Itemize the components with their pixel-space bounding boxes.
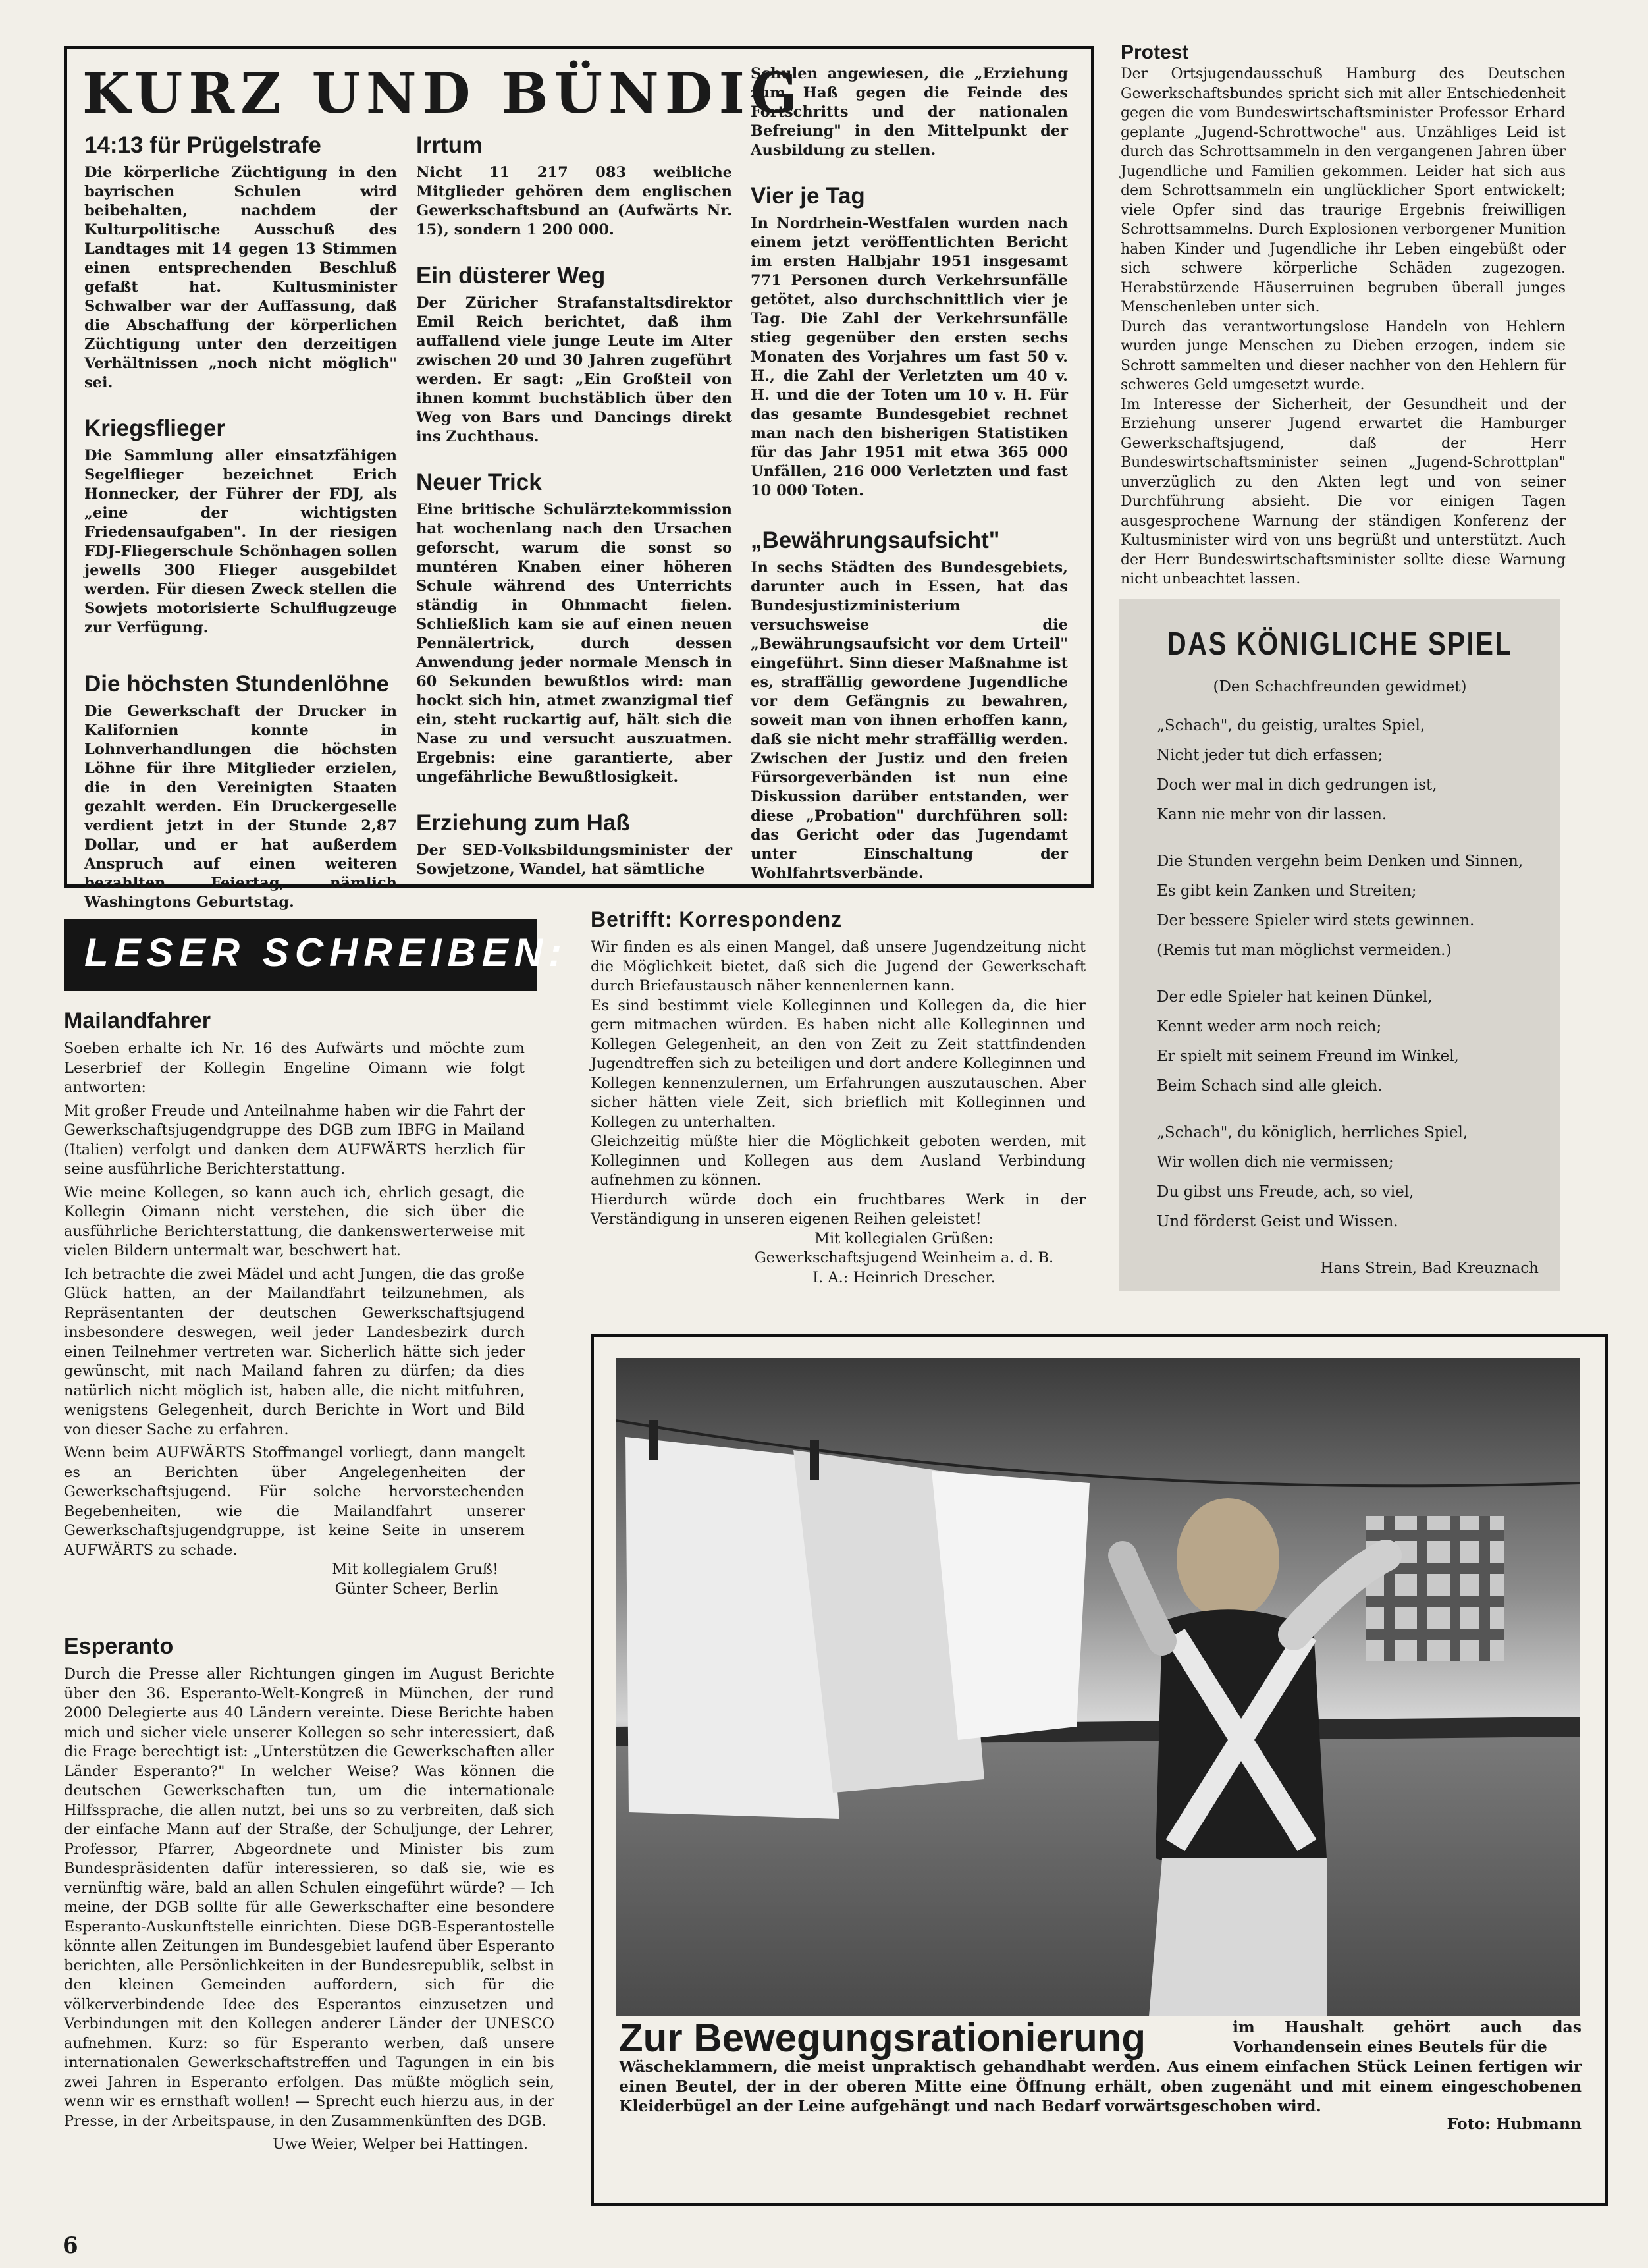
letter-korrespondenz xyxy=(591,906,1086,1287)
article-heading: Irrtum xyxy=(416,132,483,158)
poem-line: Der bessere Spieler wird stets gewinnen. xyxy=(1157,912,1475,929)
chess-poem-subtitle: (Den Schachfreunden gewidmet) xyxy=(1213,678,1467,695)
poem-line: Du gibst uns Freude, ach, so viel, xyxy=(1157,1183,1414,1201)
article-text: In sechs Städten des Bundesgebiets, darunter auch in Essen, hat das Bundesjustizministerium versuchsweise die „Bewährungsaufsicht vor dem Urteil" eingeführt. Sinn dieser Maßnahme ist es, straffällig gewordene Jugendliche vor dem Gefängnis zu bewahren, soweit man von ihnen erhoffen kann, daß sie nicht mehr straffällig werden. Zwischen der Justiz und den freien Fürsorgeverbänden ist nun eine Diskussion darüber entstanden, wer diese „Probation" durchführen soll: das Gericht oder das Jugendamt unter Einschaltung der Wohlfahrtsverbände. xyxy=(751,559,1068,882)
letter-text: Wir finden es als einen Mangel, daß unsere Jugendzeitung nicht die Möglichkeit bietet, daß sich die Jugend der Gewerkschaft durch Briefaustausch näher kennenlernen kann. xyxy=(591,938,1086,994)
article-text: Der Züricher Strafanstaltsdirektor Emil Reich berichtet, daß ihm auffallend viele junge Leute im Alter zwischen 20 und 30 Jahren zugeführt werden. Er sagt: „Ein Großteil von ihnen kommt buchstäblich über den Weg von Bars und Dancings direkt ins Zuchthaus. xyxy=(416,294,732,445)
article-heading: Vier je Tag xyxy=(751,183,865,209)
photo-caption-lead: im Haushalt gehört auch das Vorhandensein eines Beutels für die xyxy=(1233,2018,1582,2056)
letter-text: Wenn beim AUFWÄRTS Stoffmangel vorliegt, dann mangelt es an Berichten über Angelegenheiten der Gewerkschaftsjugend. Für solche hervorstechenden Begebenheiten, wie die Mailandfahrt unserer Gewerkschaftsjugendgruppe, ist keine Seite in unserem AUFWÄRTS zu schade. xyxy=(64,1444,525,1559)
poem-line: Kennt weder arm noch reich; xyxy=(1157,1018,1382,1035)
article-heading: Die höchsten Stundenlöhne xyxy=(84,671,389,697)
article-text: Die Gewerkschaft der Drucker in Kalifornien konnte in Lohnverhandlungen die höchsten Löhne für ihre Mitglieder erzielen, die in den Vereinigten Staaten gezahlt werden. Ein Druckergeselle verdient jetzt in der Stunde 2,87 Dollar, und er hat außerdem Anspruch auf einen weiteren bezahlten Feiertag, nämlich Washingtons Geburtstag. xyxy=(84,703,397,911)
article-heading: „Bewährungsaufsicht" xyxy=(751,527,1000,553)
protest-heading: Protest xyxy=(1121,41,1189,63)
letter-signature: Uwe Weier, Welper bei Hattingen. xyxy=(272,2136,528,2153)
hanging-sheet xyxy=(932,1471,1090,1740)
letter-text: Ich betrachte die zwei Mädel und acht Jungen, die das große Glück hatten, an der Mailandfahrt teilzunehmen, als Repräsentanten der deutschen Gewerkschaftsjugend insbesondere deswegen, weil jeder Landesbezirk durch einen Teilnehmer vertreten war. Sicherlich hätte sich jeder gewünscht, mit nach Mailand fahren zu dürfen; da dies natürlich nicht möglich ist, haben alle, die nicht mitfuhren, wenigstens Gelegenheit, durch Berichte in Wort und Bild von dieser Sache zu erfahren. xyxy=(64,1265,525,1438)
leser-schreiben-title: LESER SCHREIBEN: xyxy=(84,931,568,975)
letter-mailandfahrer xyxy=(64,1008,525,1599)
protest-text: Der Ortsjugendausschuß Hamburg des Deutschen Gewerkschaftsbundes spricht sich mit aller Entschiedenheit gegen die vom Bundeswirtschaftsminister Professor Erhard geplante „Jugend-Schrottwoche" aus. Unzähliges Leid ist durch das Schrottsammeln in den vergangenen Jahren über Jugendliche und Familien gekommen. Leider hat sich aus dem Schrottsammeln ein unglücklicher Sport entwickelt; viele Opfer sind das traurige Ergebnis freiwilligen Schrottsammelns. Durch Explosionen verborgener Munition haben Kinder und Jugendliche ihr Leben eingebüßt oder sich schwere körperliche Schäden zugezogen. Herabstürzende Häuserruinen begruben überall junges Menschenleben unter sich. xyxy=(1121,66,1566,315)
letter-heading: Esperanto xyxy=(64,1634,174,1659)
kub-column-1 xyxy=(84,132,397,912)
poem-line: (Remis tut man möglichst vermeiden.) xyxy=(1157,942,1452,959)
protest-article xyxy=(1121,41,1566,589)
poem-stanza xyxy=(1157,1118,1552,1237)
article-heading: Erziehung zum Haß xyxy=(416,810,630,836)
protest-text: Im Interesse der Sicherheit, der Gesundheit und der Erziehung unserer Jugend erwartet die Hamburger Gewerkschaftsjugend, daß der Herr Bundeswirtschaftsminister seinen „Jugend-Schrottplan" unverzüglich zu den Akten legt und von seiner Durchführung absieht. Die vor einigen Tagen ausgesprochene Warnung der ständigen Konferenz der Kultusminister wird von uns begrüßt und unterstützt. Auch der Herr Bundeswirtschaftsminister sollte diese Warnung nicht unbeachtet lassen. xyxy=(1121,396,1566,587)
laundry-photo xyxy=(616,1358,1580,2016)
article-heading: Neuer Trick xyxy=(416,470,542,495)
poem-line: Kann nie mehr von dir lassen. xyxy=(1157,806,1387,823)
photo-caption-title: Zur Bewegungsrationierung xyxy=(619,2016,1146,2060)
poem-line: Und förderst Geist und Wissen. xyxy=(1157,1213,1398,1230)
poem-line: Beim Schach sind alle gleich. xyxy=(1157,1077,1383,1094)
poem-line: Der edle Spieler hat keinen Dünkel, xyxy=(1157,988,1433,1006)
checked-peg-bag xyxy=(1366,1516,1504,1661)
poem-line: Nicht jeder tut dich erfassen; xyxy=(1157,747,1383,764)
article-heading: Ein düsterer Weg xyxy=(416,263,606,288)
poem-line: Die Stunden vergehn beim Denken und Sinnen, xyxy=(1157,853,1524,870)
article-text: Die Sammlung aller einsatzfähigen Segelflieger bezeichnet Erich Honnecker, der Führer der FDJ, als „eine der wichtigsten Friedensaufgaben". In der riesigen FDJ-Fliegerschule Schönhagen sollen jewells 300 Flieger ausgebildet werden. Für diesen Zweck stellen die Sowjets motorisierte Schulflugzeuge zur Verfügung. xyxy=(84,447,397,636)
photo-credit: Foto: Hubmann xyxy=(1447,2115,1582,2133)
poem-stanza xyxy=(1157,983,1552,1101)
letter-text: Mit großer Freude und Anteilnahme haben wir die Fahrt der Gewerkschaftsjugendgruppe des DGB zum IBFG in Mailand (Italien) verfolgt und danken dem AUFWÄRTS herzlich für seine ausführliche Berichterstattung. xyxy=(64,1102,525,1177)
letter-text: Wie meine Kollegen, so kann auch ich, ehrlich gesagt, die Kollegin Oimann nicht verstehen, die sich über die ausführliche Berichterstattung, die dankenswerterweise mit vielen Bildern untermalt war, beschwert hat. xyxy=(64,1183,525,1259)
chess-poem-body xyxy=(1157,711,1552,1283)
letter-text: Gleichzeitig müßte hier die Möglichkeit geboten werden, mit Kolleginnen und Kollegen aus dem Ausland Verbindung aufnehmen zu können. xyxy=(591,1133,1086,1189)
letter-signature: Gewerkschaftsjugend Weinheim a. d. B. xyxy=(754,1249,1054,1266)
letter-text: Es sind bestimmt viele Kolleginnen und Kollegen da, die hier gern mitmachen würden. Es haben nicht alle Kolleginnen und Kollegen Gelegenheit, an den von Zeit zu Zeit stattfindenden Jugendtreffen sich zu beteiligen und dort andere Kolleginnen und Kollegen kennenzulernen, um Erfahrungen auszutauschen. Aber sicher hätten viele Zeit, sich brieflich mit Kolleginnen und Kollegen zu unterhalten. xyxy=(591,996,1086,1131)
poem-line: Er spielt mit seinem Freund im Winkel, xyxy=(1157,1048,1459,1065)
letter-esperanto xyxy=(64,1633,554,2155)
article-text: In Nordrhein-Westfalen wurden nach einem jetzt veröffentlichten Bericht im ersten Halbjahr 1951 insgesamt 771 Personen durch Verkehrsunfälle getötet, also durchschnittlich vier je Tag. Die Zahl der Verkehrsunfälle stieg gegenüber den ersten sechs Monaten des Vorjahres um fast 50 v. H., die Zahl der Verletzten um 40 v. H. und die der Toten um 10 v. H. Für das gesamte Bundesgebiet rechnet man nach den bisherigen Statistiken für das Jahr 1951 mit etwa 365 000 Unfällen, 216 000 Verletzten und fast 10 000 Toten. xyxy=(751,215,1068,499)
poem-author: Hans Strein, Bad Kreuznach xyxy=(1320,1260,1539,1277)
article-heading: Kriegsflieger xyxy=(84,416,225,441)
article-text: Der SED-Volksbildungsminister der Sowjetzone, Wandel, hat sämtliche xyxy=(416,842,732,878)
clothes-peg xyxy=(810,1440,819,1480)
poem-stanza xyxy=(1157,711,1552,830)
kub-column-3 xyxy=(751,65,1068,883)
poem-line: Doch wer mal in dich gedrungen ist, xyxy=(1157,776,1437,794)
letter-text: Durch die Presse aller Richtungen gingen im August Berichte über den 36. Esperanto-Welt-Kongreß in München, der rund 2000 Delegierte aus 40 Ländern vereinte. Diese Berichte haben mich und sicher viele unserer Kollegen so sehr interessiert, daß die Frage berechtigt ist: „Unterstützen die Gewerkschaften aller Länder Esperanto?" In welcher Weise? Was können die deutschen Gewerkschaften tun, um die internationale Hilfssprache, die allen nutzt, bei uns so zu verbreiten, daß sich der einfache Mann auf der Straße, der Schuljunge, der Lehrer, Professor, Pfarrer, Abgeordnete und Minister bis zum Bundespräsidenten dafür interessieren, so daß sie, wie es vernünftig wäre, bald an allen Schulen eingeführt würde? — Ich meine, der DGB sollte für alle Gewerkschafter eine besondere Esperanto-Auskunftstelle einrichten. Diese DGB-Esperantostelle könnte allen Zeitungen im Bundesgebiet laufend über Esperanto berichten, alle Persönlichkeiten in der Bundesrepublik, selbst in den kleinen Gemeinden auffordern, sich für die völkerverbindende Idee des Esperantos einzusetzen und Verbindungen mit den Kollegen anderer Länder der UNESCO aufnehmen. Kurz: so für Esperanto werben, daß unsere internationalen Gewerkschaftstreffen und Tagungen in ein bis zwei Jahren in Esperanto erfolgen. Das müßte möglich sein, wenn wir es ernsthaft wollen! — Sprecht euch hierzu aus, in der Presse, in der Arbeitspause, in den Zusammenkünften des DGB. xyxy=(64,1665,554,2130)
kurz-und-buendig-title: KURZ UND BÜNDIG xyxy=(82,61,804,126)
letter-text: Soeben erhalte ich Nr. 16 des Aufwärts und möchte zum Leserbrief der Kollegin Engeline Oimann wie folgt antworten: xyxy=(64,1040,525,1096)
letter-heading: Mailandfahrer xyxy=(64,1008,211,1033)
article-text: Schulen angewiesen, die „Erziehung zum Haß gegen die Feinde des Fortschritts und der nationalen Befreiung" in den Mittelpunkt der Ausbildung zu stellen. xyxy=(751,65,1068,159)
protest-text: Durch das verantwortungslose Handeln von Hehlern wurden junge Menschen zu Dieben erzogen, indem sie Schrott sammelten und dieser nachher von den Hehlern für schweres Geld umgesetzt wurde. xyxy=(1121,318,1566,393)
kub-column-2 xyxy=(416,132,732,879)
letter-greeting: Mit kollegialen Grüßen: xyxy=(814,1229,994,1247)
article-text: Die körperliche Züchtigung in den bayrischen Schulen wird beibehalten, nachdem der Kulturpolitische Ausschuß des Landtages mit 14 gegen 13 Stimmen einen entsprechenden Beschluß gefaßt hat. Kultusminister Schwalber war der Auffassung, daß die Abschaffung der körperlichen Züchtigung unter den derzeitigen Verhältnissen „noch nicht möglich" sei. xyxy=(84,164,397,391)
chess-poem-title: DAS KÖNIGLICHE SPIEL xyxy=(1167,626,1513,662)
letter-signature: I. A.: Heinrich Drescher. xyxy=(812,1268,996,1286)
poem-line: Es gibt kein Zanken und Streiten; xyxy=(1157,882,1417,900)
letter-greeting: Mit kollegialem Gruß! xyxy=(332,1561,498,1578)
article-text: Nicht 11 217 083 weibliche Mitglieder gehören dem englischen Gewerkschaftsbund an (Aufwärts Nr. 15), sondern 1 200 000. xyxy=(416,164,732,238)
letter-signature: Günter Scheer, Berlin xyxy=(334,1580,498,1598)
article-heading: 14:13 für Prügelstrafe xyxy=(84,132,321,158)
letter-heading: Betrifft: Korrespondenz xyxy=(591,907,843,931)
poem-line: Wir wollen dich nie vermissen; xyxy=(1157,1154,1394,1171)
photo-caption-text: Wäscheklammern, die meist unpraktisch gehandhabt werden. Aus einem einfachen Stück Leinen fertigen wir einen Beutel, der in der oberen Mitte eine Öffnung erhält, oben zugenäht und mit einem eingeschobenen Kleiderbügel an der Leine aufgehängt und nach Bedarf vorwärtsgeschoben wird. xyxy=(619,2057,1582,2115)
letter-text: Hierdurch würde doch ein fruchtbares Werk in der Verständigung in unseren eigenen Reihen geleistet! xyxy=(591,1191,1086,1228)
poem-line: „Schach", du geistig, uraltes Spiel, xyxy=(1157,717,1425,734)
page-number: 6 xyxy=(63,2232,78,2259)
clothes-peg xyxy=(649,1420,658,1460)
poem-line: „Schach", du königlich, herrliches Spiel, xyxy=(1157,1124,1468,1141)
article-text: Eine britische Schulärztekommission hat wochenlang nach den Ursachen geforscht, warum die sonst so muntéren Knaben einer höheren Schule während des Unterrichts ständig in Ohnmacht fielen. Schließlich kam sie auf einen neuen Pennälertrick, durch dessen Anwendung jeder normale Mensch in 60 Sekunden bewußtlos wird: man hockt sich hin, atmet zwanzigmal tief ein, steht ruckartig auf, hält sich die Nase zu und versucht auszuatmen. Ergebnis: eine garantierte, aber ungefährliche Bewußtlosigkeit. xyxy=(416,501,732,786)
poem-stanza xyxy=(1157,847,1552,965)
